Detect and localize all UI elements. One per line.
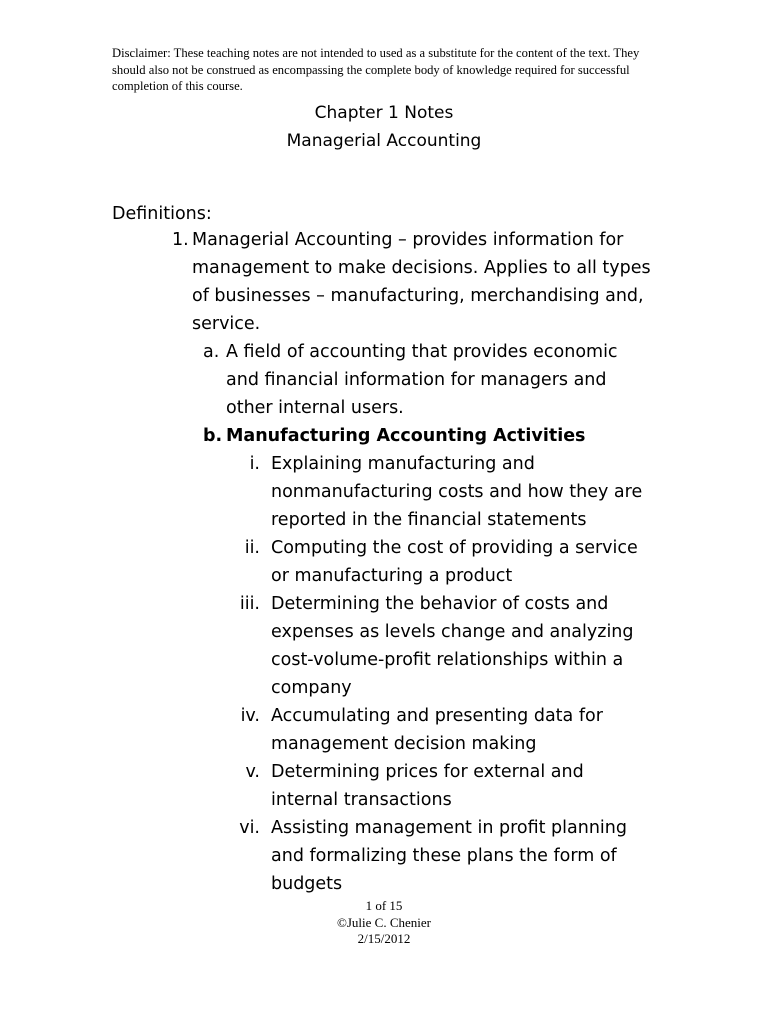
list-marker: i. bbox=[249, 454, 260, 474]
list-marker: ii. bbox=[244, 538, 260, 558]
list-marker: a. bbox=[203, 342, 220, 362]
list-item-text: Accumulating and presenting data for management decision making bbox=[271, 706, 603, 754]
list-marker: iv. bbox=[240, 706, 260, 726]
list-marker: iii. bbox=[239, 594, 260, 614]
page-footer bbox=[0, 898, 768, 948]
list-marker: vi. bbox=[239, 818, 260, 838]
copyright-author: ©Julie C. Chenier bbox=[336, 914, 431, 930]
list-item-text: Determining the behavior of costs and expenses as levels change and analyzing cost-volume-profit relationships within a company bbox=[271, 594, 634, 698]
page-subtitle: Managerial Accounting bbox=[286, 131, 482, 151]
list-marker: v. bbox=[245, 762, 260, 782]
list-item-text: Determining prices for external and internal transactions bbox=[271, 762, 584, 810]
list-item-text: Manufacturing Accounting Activities bbox=[226, 426, 586, 446]
disclaimer-text: Disclaimer: These teaching notes are not intended to used as a substitute for the content of the text. They should also not be construed as encompassing the complete body of knowledge required for successful completion of this course. bbox=[112, 46, 640, 93]
list-marker: 1. bbox=[172, 230, 189, 250]
footer-date: 2/15/2012 bbox=[357, 931, 411, 946]
list-item-text: A field of accounting that provides economic and financial information for managers and other internal users. bbox=[226, 342, 618, 418]
definitions-heading: Definitions: bbox=[112, 204, 212, 224]
list-marker: b. bbox=[203, 426, 223, 446]
list-item-text: Explaining manufacturing and nonmanufacturing costs and how they are reported in the financial statements bbox=[271, 454, 643, 530]
list-item-text: Assisting management in profit planning and formalizing these plans the form of budgets bbox=[271, 818, 627, 894]
list-item-text: Computing the cost of providing a service or manufacturing a product bbox=[271, 538, 638, 586]
page-number: 1 of 15 bbox=[365, 898, 403, 913]
page-title: Chapter 1 Notes bbox=[314, 103, 454, 123]
list-item-text: Managerial Accounting – provides information for management to make decisions. Applies to all types of businesses – manufacturing, merchandising and, service. bbox=[192, 230, 651, 334]
